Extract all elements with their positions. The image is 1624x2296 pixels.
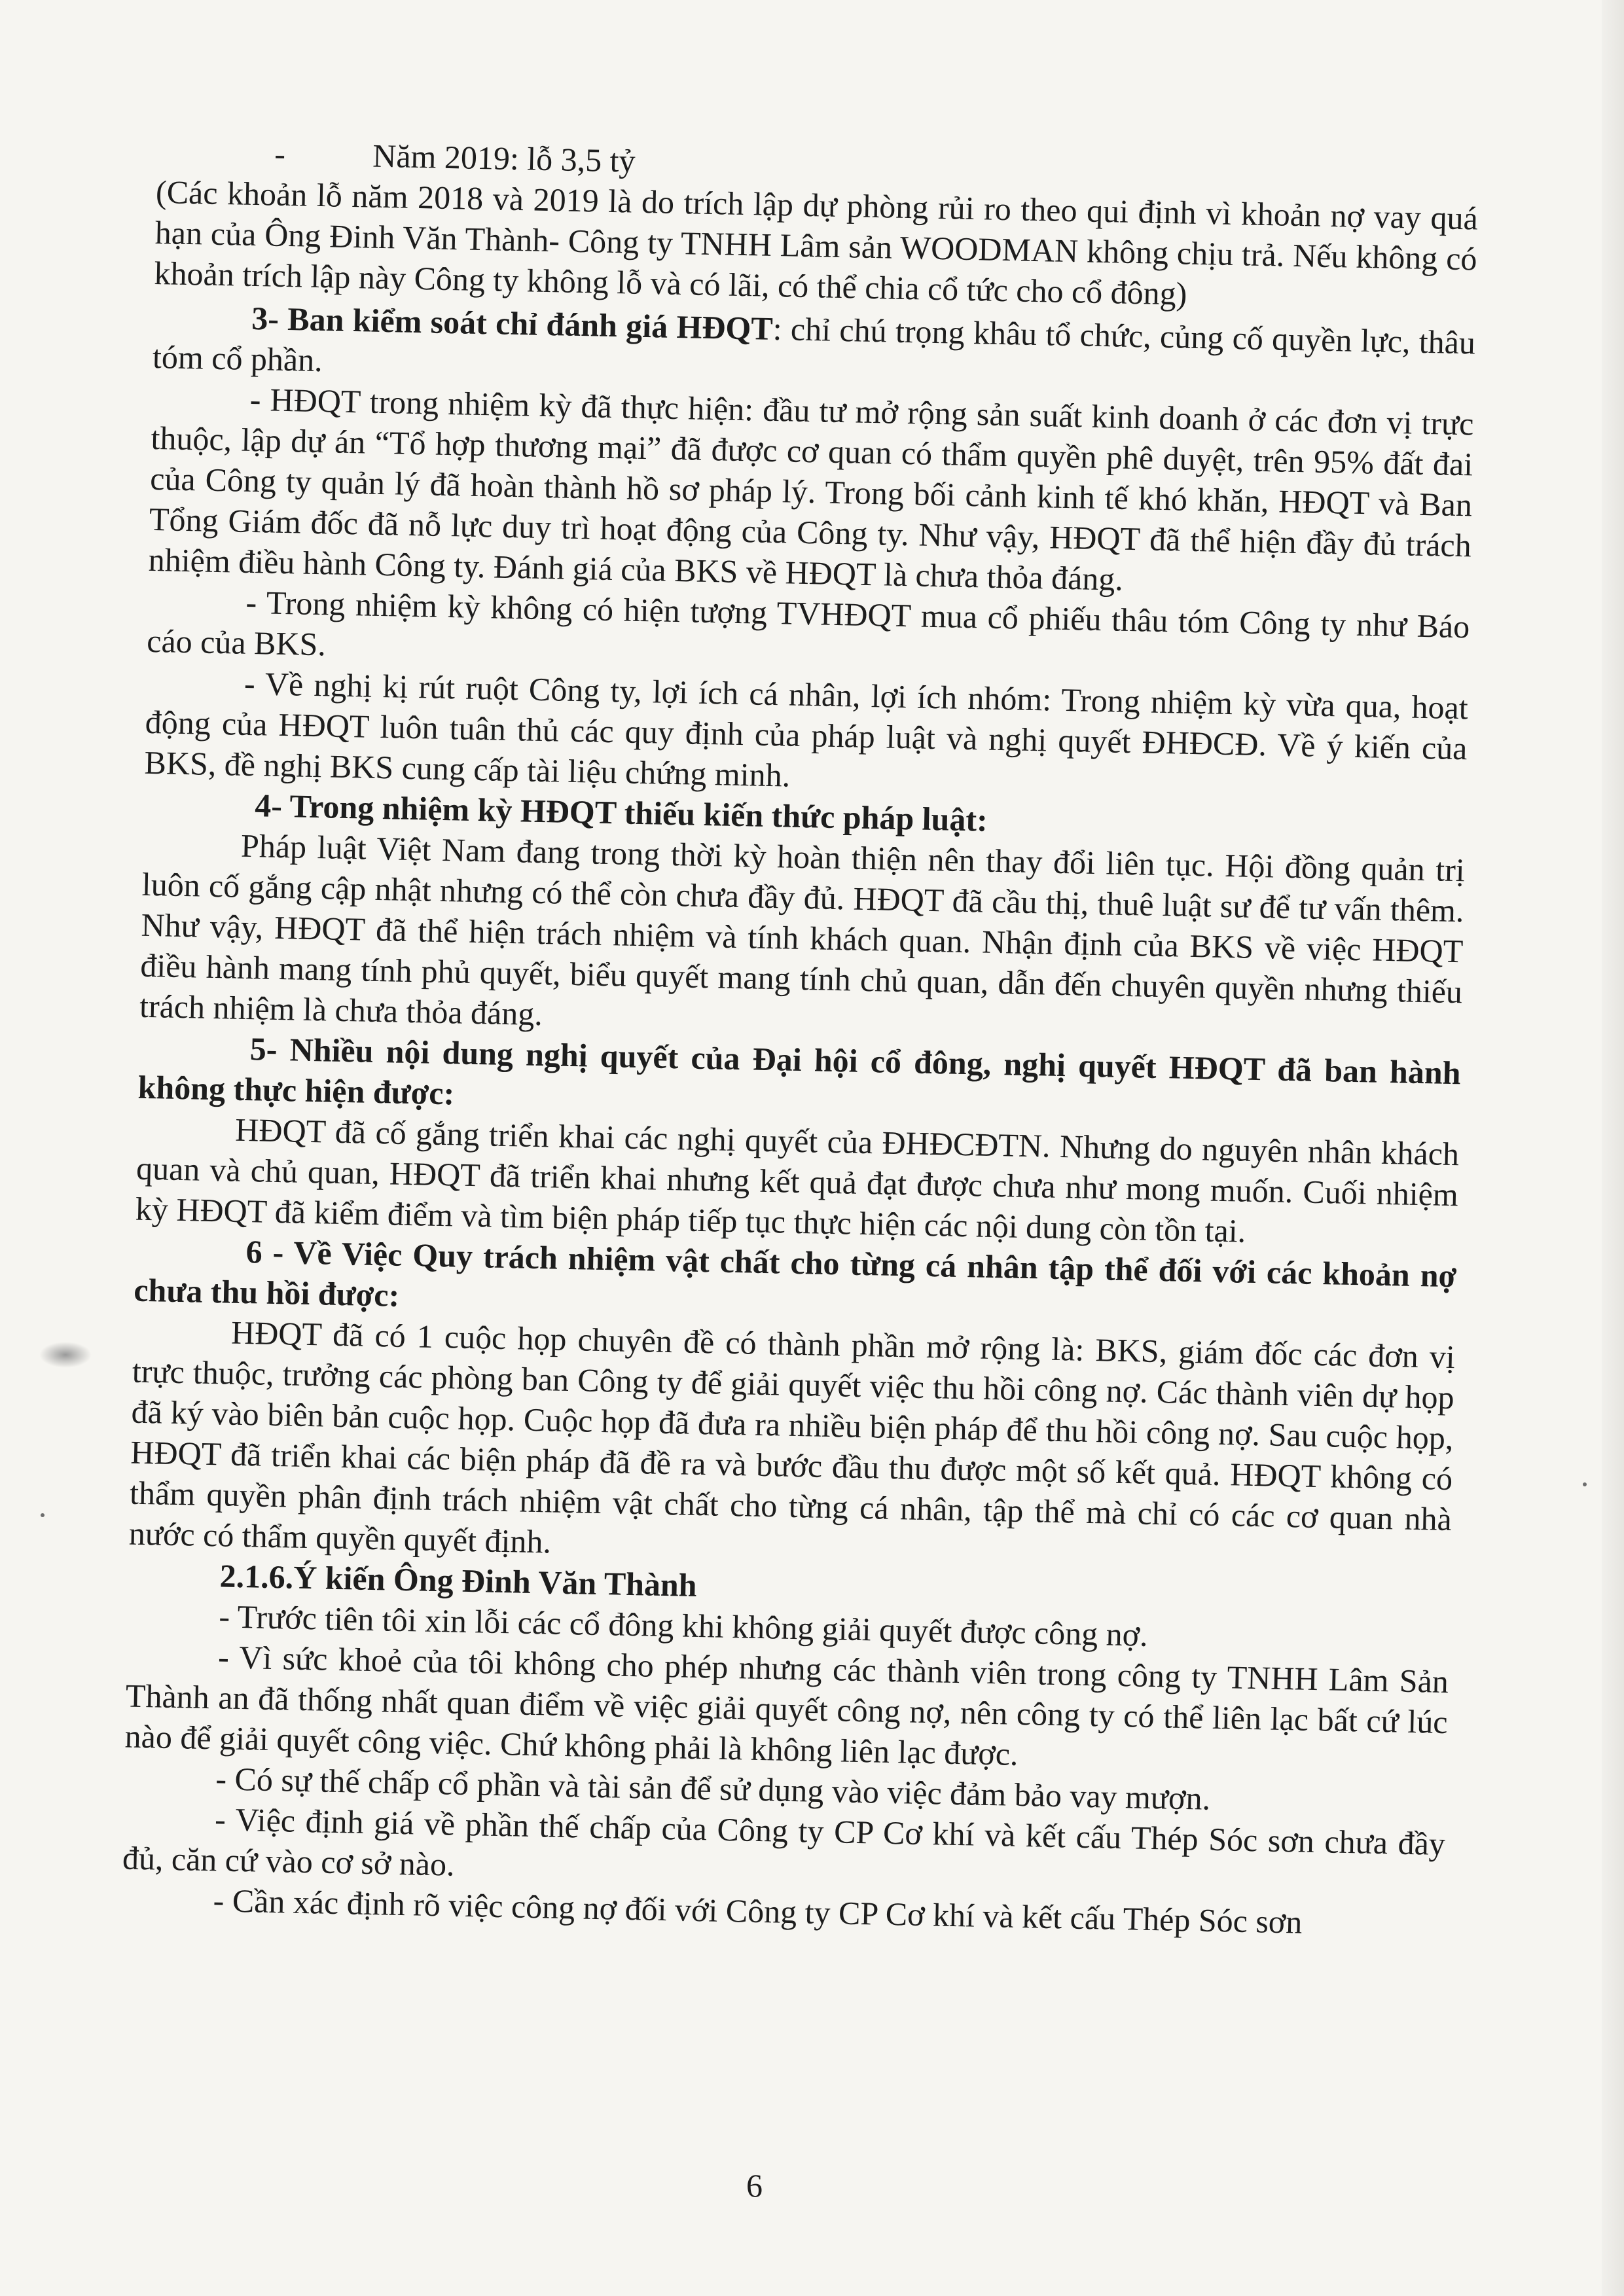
section-2-1-6-paragraph-3: - Có sự thế chấp cổ phần và tài sản để sử dụng vào việc đảm bảo vay mượn. bbox=[215, 1760, 1211, 1817]
section-2-1-6-paragraph-5: - Cần xác định rõ việc công nợ đối với Công ty CP Cơ khí và kết cấu Thép Sóc sơn bbox=[213, 1882, 1303, 1941]
section-4-paragraph-1: Pháp luật Việt Nam đang trong thời kỳ hoàn thiện nên thay đổi liên tục. Hội đồng quản trị luôn cố gắng cập nhật nhưng có thể còn chưa đầy đủ. HĐQT đã cầu thị, thuê luật sư để tư vấn thêm. Như vậy, HĐQT đã thể hiện trách nhiệm và tính khách quan. Nhận định của BKS về việc HĐQT điều hành mang tính phủ quyết, biểu quyết mang tính chủ quan, dẫn đến chuyên quyền nhưng thiếu trách nhiệm là chưa thỏa đáng. bbox=[139, 827, 1466, 1033]
section-5-paragraph-1: HĐQT đã cố gắng triển khai các nghị quyết của ĐHĐCĐTN. Nhưng do nguyên nhân khách quan và chủ quan, HĐQT đã triển khai nhưng kết quả đạt được chưa như mong muốn. Cuối nhiệm kỳ HĐQT đã kiểm điểm và tìm biện pháp tiếp tục thực hiện các nội dung còn tồn tại. bbox=[135, 1111, 1460, 1249]
section-6-paragraph-1: HĐQT đã có 1 cuộc họp chuyên đề có thành phần mở rộng là: BKS, giám đốc các đơn vị trực thuộc, trưởng các phòng ban Công ty để giải quyết việc thu hồi công nợ. Các thành viên dự họp đã ký vào biên bản cuộc họp. Cuộc họp đã đưa ra nhiều biện pháp để thu hồi công nợ. Sau cuộc họp, HĐQT đã triển khai các biện pháp đã đề ra và bước đầu thu được một số kết quả. HĐQT không có thẩm quyền phân định trách nhiệm vật chất cho từng cá nhân, tập thể mà chỉ có các cơ quan nhà nước có thẩm quyền quyết định. bbox=[128, 1314, 1456, 1560]
loss-note: (Các khoản lỗ năm 2018 và 2019 là do trích lập dự phòng rủi ro theo qui định vì khoản nợ vay quá hạn của Ông Đinh Văn Thành- Công ty TNHH Lâm sản WOODMAN không chịu trả. Nếu không có khoản trích lập này Công ty không lỗ và có lãi, có thể chia cổ tức cho cổ đông) bbox=[154, 173, 1479, 312]
scan-speck bbox=[1583, 1482, 1587, 1486]
section-3-paragraph-3: - Về nghị kị rút ruột Công ty, lợi ích cá nhân, lợi ích nhóm: Trong nhiệm kỳ vừa qua, hoạt động của HĐQT luôn tuân thủ các quy định của pháp luật và nghị quyết ĐHĐCĐ. Về ý kiến của BKS, đề nghị BKS cung cấp tài liệu chứng minh. bbox=[144, 664, 1469, 794]
section-3-paragraph-2: - Trong nhiệm kỳ không có hiện tượng TVHĐQT mua cổ phiếu thâu tóm Công ty như Báo cáo của BKS. bbox=[146, 583, 1470, 663]
section-2-1-6-heading: 2.1.6.Ý kiến Ông Đinh Văn Thành bbox=[219, 1557, 698, 1604]
section-2-1-6-paragraph-1: - Trước tiên tôi xin lỗi các cổ đông khi không giải quyết được công nợ. bbox=[218, 1598, 1149, 1653]
scan-smudge bbox=[39, 1342, 92, 1368]
section-6-heading: 6 - Về Việc Quy trách nhiệm vật chất cho từng cá nhân tập thể đối với các khoản nợ chưa thu hồi được: bbox=[133, 1233, 1457, 1314]
section-3-heading-rest: : chỉ chú trọng khâu tổ chức, củng cố quyền lực, thâu tóm cổ phần. bbox=[152, 310, 1476, 379]
section-5-heading: 5- Nhiều nội dung nghị quyết của Đại hội cổ đông, nghị quyết HĐQT đã ban hành không thực hiện được: bbox=[137, 1030, 1462, 1112]
list-dash: - bbox=[274, 135, 286, 172]
section-2-1-6-paragraph-2: - Vì sức khoẻ của tôi không cho phép nhưng các thành viên trong công ty TNHH Lâm Sản Thành an đã thống nhất quan điểm về việc giải quyết công nợ, nên công ty có thể liên lạc bất cứ lúc nào để giải quyết công việc. Chứ không phải là không liên lạc được. bbox=[124, 1638, 1449, 1772]
document-body bbox=[121, 131, 1479, 1945]
page-number: 6 bbox=[746, 2167, 763, 2204]
scan-speck bbox=[41, 1513, 45, 1517]
year-2019-text: Năm 2019: lỗ 3,5 tỷ bbox=[372, 137, 636, 179]
section-3-paragraph-1: - HĐQT trong nhiệm kỳ đã thực hiện: đầu tư mở rộng sản suất kinh doanh ở các đơn vị trực thuộc, lập dự án “Tổ hợp thương mại” đã được cơ quan có thẩm quyền phê duyệt, trên 95% đất đai của Công ty quản lý đã hoàn thành hồ sơ pháp lý. Trong bối cảnh kinh tế khó khăn, HĐQT và Ban Tổng Giám đốc đã nỗ lực duy trì hoạt động của Công ty. Như vậy, HĐQT đã thể hiện đầy đủ trách nhiệm điều hành Công ty. Đánh giá của BKS về HĐQT là chưa thỏa đáng. bbox=[148, 380, 1474, 598]
section-2-1-6-paragraph-4: - Việc định giá về phần thế chấp của Công ty CP Cơ khí và kết cấu Thép Sóc sơn chưa đầy đủ, căn cứ vào cơ sở nào. bbox=[122, 1801, 1446, 1883]
section-4-heading: 4- Trong nhiệm kỳ HĐQT thiếu kiến thức pháp luật: bbox=[254, 787, 988, 838]
page-edge-shadow bbox=[1602, 0, 1624, 2296]
section-3-heading: 3- Ban kiểm soát chỉ đánh giá HĐQT bbox=[251, 299, 774, 347]
